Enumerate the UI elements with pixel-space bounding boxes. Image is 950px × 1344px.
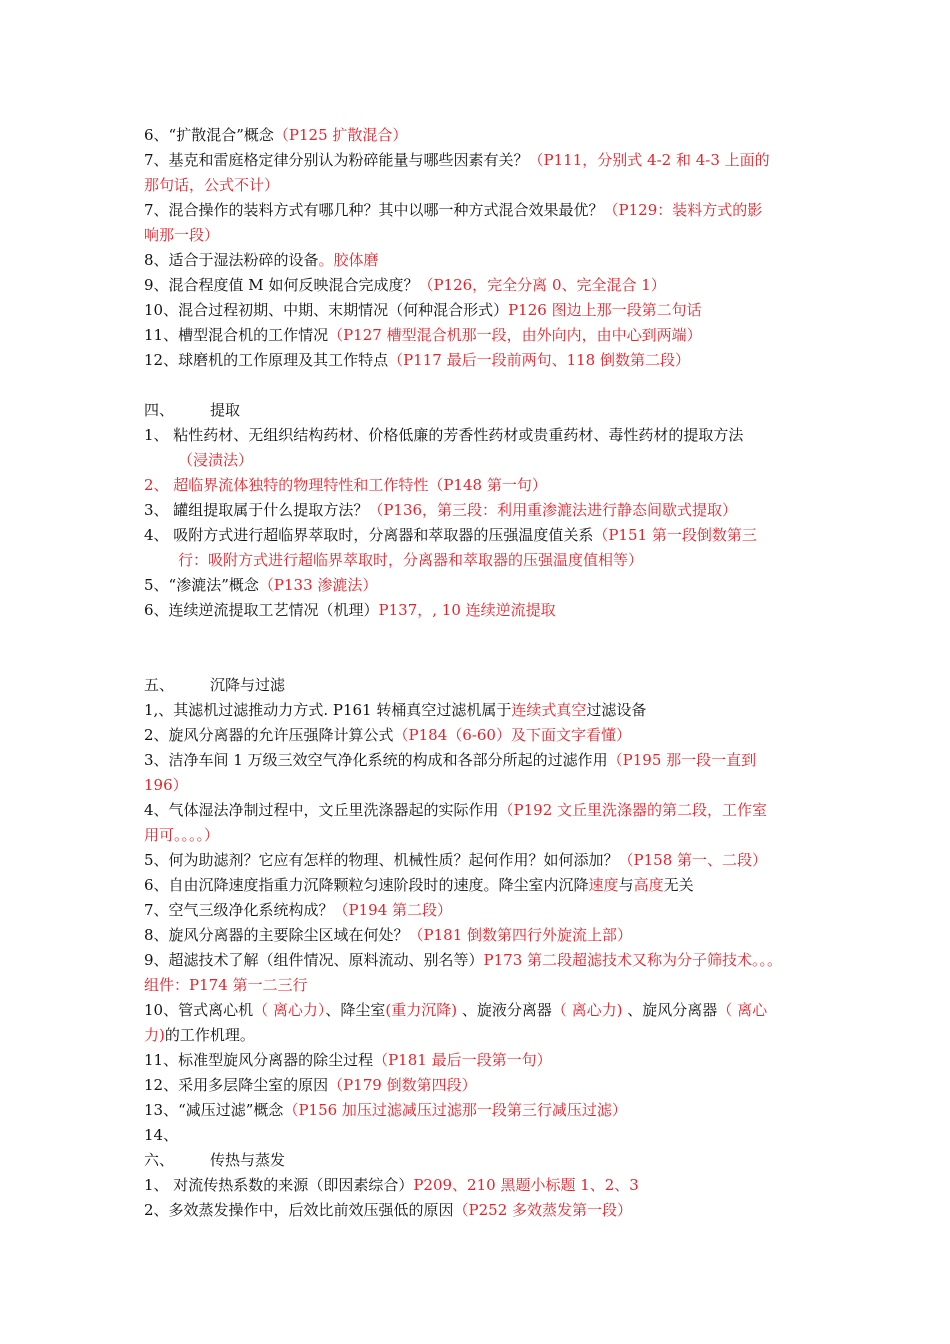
question-text: 8、适合于湿法粉碎的设备 <box>144 251 319 269</box>
answer-reference: （浸渍法） <box>178 451 254 469</box>
section-title: 传热与蒸发 <box>210 1151 286 1169</box>
answer-reference: 连续式真空 <box>511 701 587 719</box>
question-line <box>144 873 812 897</box>
question-line <box>144 498 812 522</box>
answer-reference: 2、 超临界流体独特的物理特性和工作特性 <box>144 476 429 494</box>
question-line <box>144 148 812 172</box>
question-line <box>144 1098 812 1122</box>
answer-reference: （P194 第二段） <box>333 901 453 919</box>
section-number: 五、 <box>144 676 175 694</box>
question-text: 13、“减压过滤”概念 <box>144 1101 284 1119</box>
section-number: 六、 <box>144 1151 175 1169</box>
question-line <box>144 1073 812 1097</box>
answer-reference: （P125 扩散混合） <box>273 126 408 144</box>
question-text: 1,、其滤机过滤推动力方式. P161 转桶真空过滤机属于 <box>144 701 512 719</box>
answer-reference: （P195 那一段一直到 <box>607 751 757 769</box>
question-line <box>144 323 812 347</box>
question-text: 的工作机理。 <box>164 1026 255 1044</box>
answer-reference: （P158 第一、二段） <box>618 851 768 869</box>
section-title: 沉降与过滤 <box>210 676 286 694</box>
answer-reference: （P127 槽型混合机那一段，由外向内，由中心到两端） <box>328 326 702 344</box>
question-line <box>178 548 812 572</box>
answer-reference: P209、210 黑题小标题 1、2、3 <box>413 1176 639 1194</box>
question-line <box>144 748 812 772</box>
question-text: 2、多效蒸发操作中，后效比前效压强低的原因 <box>144 1201 454 1219</box>
question-line <box>144 798 812 822</box>
question-text: 5、何为助滤剂？它应有怎样的物理、机械性质？起何作用？如何添加？ <box>144 851 619 869</box>
answer-reference: （ 离心力） <box>253 1001 326 1019</box>
question-text: 过滤设备 <box>586 701 647 719</box>
question-text: 1、 粘性药材、无组织结构药材、价格低廉的芳香性药材或贵重药材、毒性药材的提取方法 <box>144 426 744 444</box>
question-line <box>144 173 812 197</box>
question-line <box>144 923 812 947</box>
question-text: 、旋风分离器 <box>622 1001 718 1019</box>
question-text: 10、混合过程初期、中期、末期情况（何种混合形式） <box>144 301 509 319</box>
question-text: 7、空气三级净化系统构成？ <box>144 901 334 919</box>
question-text: 8、旋风分离器的主要除尘区域在何处？ <box>144 926 409 944</box>
answer-reference: （P148 第一句） <box>428 476 547 494</box>
section-heading <box>144 398 812 422</box>
answer-reference: 力) <box>144 1026 165 1044</box>
question-text: 14、 <box>144 1126 179 1144</box>
answer-reference: （P184（6-60）及下面文字看懂） <box>393 726 631 744</box>
question-line <box>144 523 812 547</box>
answer-reference: （P181 倒数第四行外旋流上部） <box>408 926 633 944</box>
question-line <box>178 448 812 472</box>
answer-reference: （P192 文丘里洗涤器的第二段，工作室 <box>498 801 768 819</box>
answer-reference: 。胶体磨 <box>318 251 379 269</box>
question-text: 3、 罐组提取属于什么提取方法？ <box>144 501 369 519</box>
answer-reference: （P179 倒数第四段） <box>328 1076 477 1094</box>
question-text: 、旋液分离器 <box>457 1001 552 1019</box>
question-line <box>144 423 812 447</box>
answer-reference: （P252 多效蒸发第一段） <box>453 1201 633 1219</box>
answer-reference: 速度 <box>588 876 619 894</box>
question-line <box>144 973 812 997</box>
question-line <box>144 348 812 372</box>
question-line <box>144 1173 812 1197</box>
question-text: 3、洁净车间 1 万级三效空气净化系统的构成和各部分所起的过滤作用 <box>144 751 608 769</box>
question-text: 7、混合操作的装料方式有哪几种？其中以哪一种方式混合效果最优？ <box>144 201 604 219</box>
question-text: 无关 <box>663 876 694 894</box>
question-text: 12、球磨机的工作原理及其工作特点 <box>144 351 389 369</box>
answer-reference: 响那一段） <box>144 226 220 244</box>
answer-reference: （P151 第一段倒数第三 <box>593 526 757 544</box>
question-line <box>144 198 812 222</box>
question-text: 6、连续逆流提取工艺情况（机理） <box>144 601 379 619</box>
question-line <box>144 698 812 722</box>
answer-reference: （ 离心 <box>717 1001 768 1019</box>
answer-reference: （ 离心力) <box>551 1001 623 1019</box>
answer-reference: （P111，分别式 4-2 和 4-3 上面的 <box>528 151 770 169</box>
question-line <box>144 573 812 597</box>
question-line <box>144 1023 812 1047</box>
question-text: 4、气体湿法净制过程中，文丘里洗涤器起的实际作用 <box>144 801 499 819</box>
answer-reference: 那句话，公式不计） <box>144 176 280 194</box>
answer-reference: P137，, 10 连续逆流提取 <box>378 601 556 619</box>
question-line <box>144 998 812 1022</box>
question-line <box>144 823 812 847</box>
question-text: 与 <box>618 876 634 894</box>
question-text: 11、标准型旋风分离器的除尘过程 <box>144 1051 374 1069</box>
question-line <box>144 598 812 622</box>
question-text: 、降尘室 <box>325 1001 386 1019</box>
answer-reference: （P117 最后一段前两句、118 倒数第二段） <box>388 351 690 369</box>
question-line <box>144 848 812 872</box>
answer-reference: （P181 最后一段第一句） <box>373 1051 552 1069</box>
section-title: 提取 <box>210 401 241 419</box>
question-text: 5、“渗漉法”概念 <box>144 576 259 594</box>
question-text: 4、 吸附方式进行超临界萃取时，分离器和萃取器的压强温度值关系 <box>144 526 594 544</box>
answer-reference: 组件：P174 第一二三行 <box>144 976 308 994</box>
section-number: 四、 <box>144 401 175 419</box>
question-line <box>144 123 812 147</box>
question-line <box>144 298 812 322</box>
answer-reference: 用可。。。。） <box>144 826 220 844</box>
answer-reference: （P126，完全分离 0、完全混合 1） <box>418 276 666 294</box>
question-text: 12、采用多层降尘室的原因 <box>144 1076 329 1094</box>
question-line <box>144 1048 812 1072</box>
question-text: 6、自由沉降速度指重力沉降颗粒匀速阶段时的速度。降尘室内沉降 <box>144 876 589 894</box>
answer-reference: 行：吸附方式进行超临界萃取时，分离器和萃取器的压强温度值相等） <box>178 551 644 569</box>
question-line <box>144 1123 812 1147</box>
question-line <box>144 473 812 497</box>
answer-reference: 196） <box>144 776 188 794</box>
answer-reference: （P136，第三段：利用重渗漉法进行静态间歇式提取） <box>368 501 738 519</box>
question-text: 9、混合程度值 M 如何反映混合完成度？ <box>144 276 419 294</box>
answer-reference: 高度 <box>633 876 664 894</box>
question-text: 11、槽型混合机的工作情况 <box>144 326 329 344</box>
question-line <box>144 223 812 247</box>
question-line <box>144 1198 812 1222</box>
question-text: 6、“扩散混合”概念 <box>144 126 274 144</box>
question-line <box>144 898 812 922</box>
answer-reference: （P129：装料方式的影 <box>603 201 763 219</box>
question-text: 10、管式离心机 <box>144 1001 254 1019</box>
answer-reference: （P133 渗漉法） <box>258 576 378 594</box>
answer-reference: （P156 加压过滤减压过滤那一段第三行减压过滤） <box>283 1101 627 1119</box>
answer-reference: P126 图边上那一段第二句话 <box>508 301 702 319</box>
question-line <box>144 773 812 797</box>
question-text: 7、基克和雷庭格定律分别认为粉碎能量与哪些因素有关？ <box>144 151 529 169</box>
question-text: 2、旋风分离器的允许压强降计算公式 <box>144 726 394 744</box>
question-text: 9、超滤技术了解（组件情况、原料流动、别名等） <box>144 951 484 969</box>
answer-reference: P173 第二段超滤技术又称为分子筛技术。。。 <box>483 951 783 969</box>
question-text: 1、 对流传热系数的来源（即因素综合） <box>144 1176 414 1194</box>
question-line <box>144 273 812 297</box>
section-heading <box>144 1148 812 1172</box>
answer-reference: (重力沉降) <box>385 1001 458 1019</box>
question-line <box>144 948 812 972</box>
question-line <box>144 248 812 272</box>
section-heading <box>144 673 812 697</box>
question-line <box>144 723 812 747</box>
